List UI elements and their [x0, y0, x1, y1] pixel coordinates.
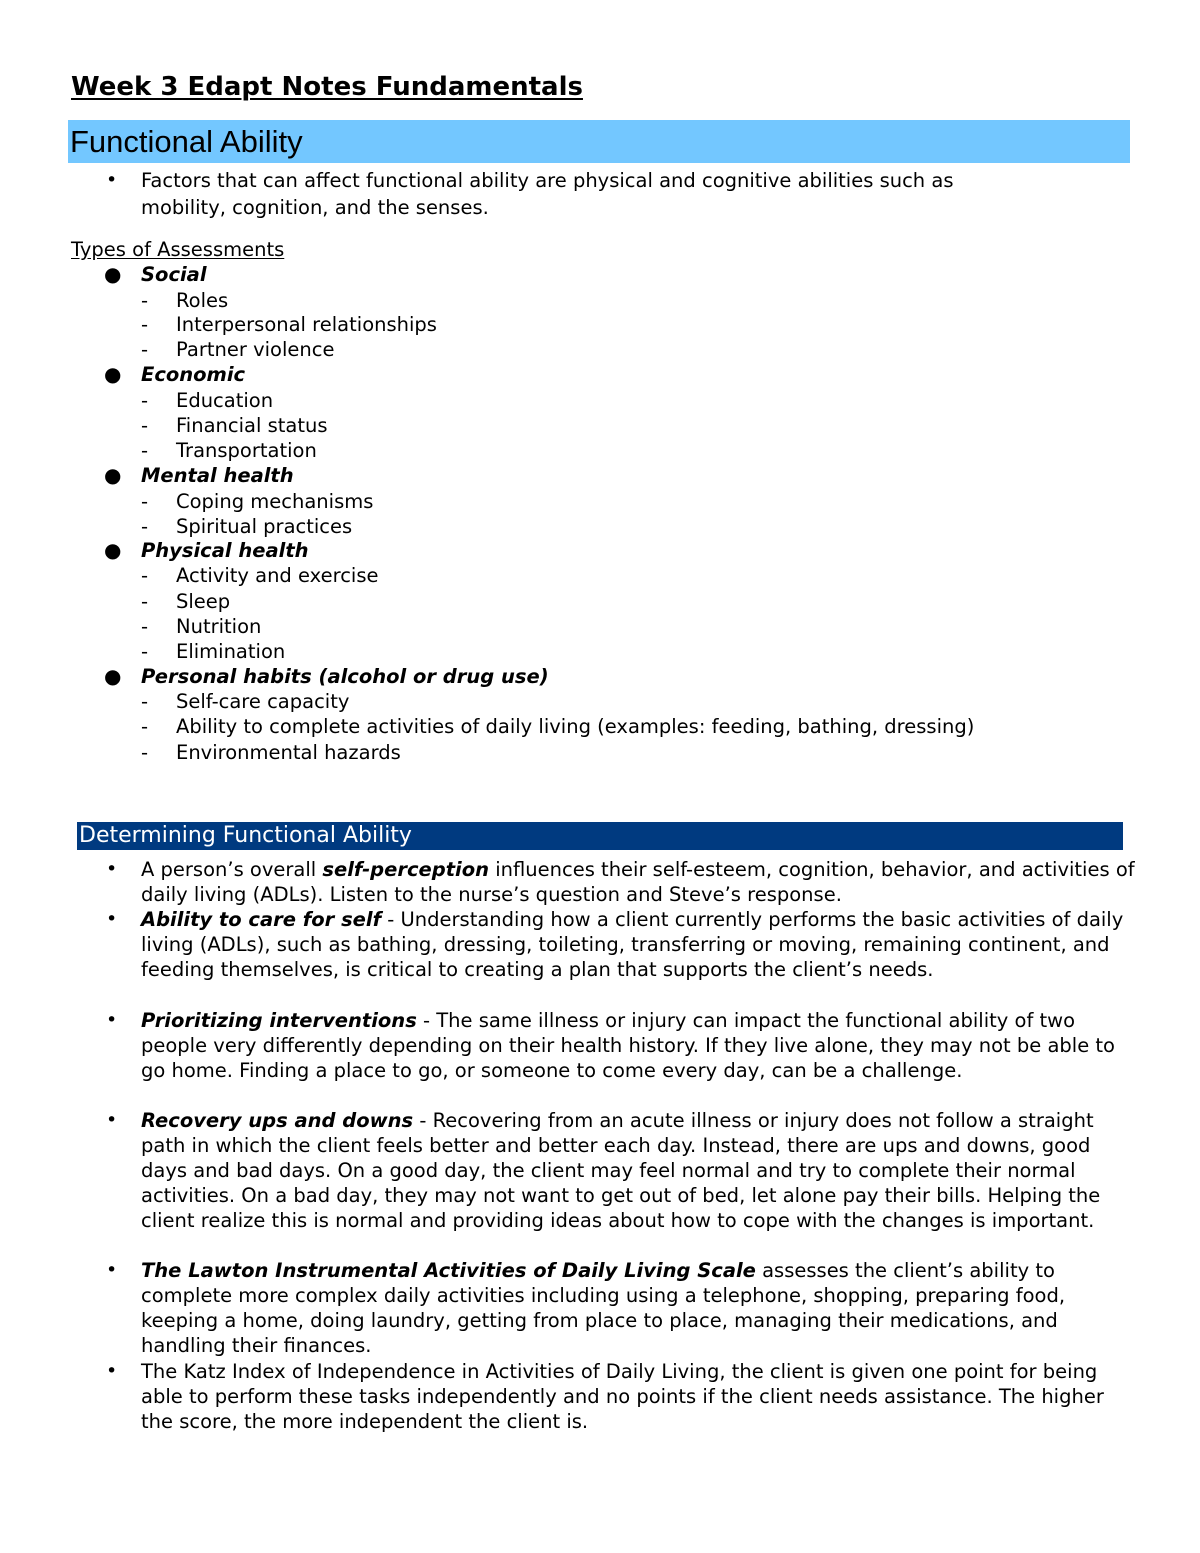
assessment-item: Environmental hazards [176, 741, 401, 764]
bullet-bold-term: self-perception [322, 858, 489, 881]
dash-icon: - [141, 590, 149, 613]
bullet-icon: • [106, 1109, 118, 1131]
dash-icon: - [141, 715, 149, 738]
bullet-body-text: The Katz Index of Independence in Activities of Daily Living, the client is given one point for being able to perform these tasks independently and no points if the client needs assistance. The higher the score, the more independent the client is. [141, 1360, 1104, 1434]
determining-functional-ability-heading: Determining Functional Ability [79, 823, 412, 848]
bullet-icon: • [106, 1259, 118, 1281]
bullet-body-text: - Recovering from an acute illness or injury does not follow a straight path in which the client feels better and better each day. Instead, there are ups and downs, good days and bad days. On a good day, the client may feel normal and try to complete their normal activities. On a bad day, they may not want to get out of bed, let alone pay their bills. Helping the client realize this is normal and providing ideas about how to cope with the changes is important. [141, 1109, 1101, 1233]
bullet-icon: • [106, 908, 118, 930]
dash-icon: - [141, 313, 149, 336]
functional-ability-header-bar [68, 120, 1130, 163]
bullet-icon: ● [104, 538, 122, 562]
intro-text-line: Factors that can affect functional ability are physical and cognitive abilities such as [141, 169, 954, 192]
dash-icon: - [141, 640, 149, 663]
assessment-item: Partner violence [176, 338, 335, 361]
assessment-item: Coping mechanisms [176, 490, 374, 513]
assessment-item: Elimination [176, 640, 286, 663]
bullet-icon: • [106, 169, 118, 191]
bullet-body-text: assesses the client’s ability to complete more complex daily activities including using a telephone, shopping, preparing food, keeping a home, doing laundry, getting from place to place, managing their medications, and handling their finances. [141, 1259, 1066, 1358]
determining-bullet-self-perception [141, 857, 1136, 907]
assessment-item: Ability to complete activities of daily living (examples: feeding, bathing, dressing) [176, 715, 975, 738]
dash-icon: - [141, 338, 149, 361]
bullet-icon: ● [104, 463, 122, 487]
bullet-bold-term: Ability to care for self [141, 908, 382, 931]
assessment-item: Education [176, 389, 274, 412]
assessment-item: Nutrition [176, 615, 262, 638]
determining-bullet-lawton [141, 1258, 1136, 1358]
assessment-item: Roles [176, 289, 229, 312]
assessment-category-physical-health: Physical health [141, 539, 309, 562]
bullet-bold-term: Recovery ups and downs [141, 1109, 414, 1132]
dash-icon: - [141, 414, 149, 437]
dash-icon: - [141, 515, 149, 538]
determining-bullet-ability-to-care [141, 907, 1136, 982]
dash-icon: - [141, 439, 149, 462]
assessment-category-personal-habits: Personal habits (alcohol or drug use) [141, 665, 549, 688]
assessment-item: Transportation [176, 439, 317, 462]
document-title: Week 3 Edapt Notes Fundamentals [71, 72, 583, 102]
bullet-bold-term: The Lawton Instrumental Activities of Daily Living Scale [141, 1259, 756, 1282]
determining-bullet-recovery [141, 1108, 1136, 1233]
bullet-body-text: influences their self-esteem, cognition, behavior, and activities of daily living (ADLs). Listen to the nurse’s question and Steve’s response. [141, 858, 1135, 907]
assessment-item: Spiritual practices [176, 515, 353, 538]
bullet-icon: • [106, 858, 118, 880]
dash-icon: - [141, 690, 149, 713]
bullet-icon: ● [104, 664, 122, 688]
dash-icon: - [141, 389, 149, 412]
bullet-icon: ● [104, 262, 122, 286]
dash-icon: - [141, 615, 149, 638]
determining-bullet-prioritizing [141, 1008, 1136, 1083]
assessment-category-economic: Economic [141, 363, 246, 386]
assessment-item: Self-care capacity [176, 690, 350, 713]
dash-icon: - [141, 490, 149, 513]
assessment-item: Interpersonal relationships [176, 313, 437, 336]
bullet-icon: ● [104, 362, 122, 386]
dash-icon: - [141, 741, 149, 764]
bullet-lead-text: A person’s overall [141, 858, 323, 881]
bullet-icon: • [106, 1009, 118, 1031]
dash-icon: - [141, 564, 149, 587]
functional-ability-heading: Functional Ability [70, 124, 303, 159]
assessment-item: Activity and exercise [176, 564, 379, 587]
dash-icon: - [141, 289, 149, 312]
intro-text-line: mobility, cognition, and the senses. [141, 196, 489, 219]
bullet-body-text: - Understanding how a client currently performs the basic activities of daily living (ADLs), such as bathing, dressing, toileting, transferring or moving, remaining continent, and feeding themselves, is critical to creating a plan that supports the client’s needs. [141, 908, 1124, 982]
assessment-item: Sleep [176, 590, 231, 613]
determining-functional-ability-header-bar [77, 822, 1123, 850]
bullet-body-text: - The same illness or injury can impact the functional ability of two people very differently depending on their health history. If they live alone, they may not be able to go home. Finding a place to go, or someone to come every day, can be a challenge. [141, 1009, 1115, 1083]
bullet-icon: • [106, 1360, 118, 1382]
bullet-bold-term: Prioritizing interventions [141, 1009, 417, 1032]
assessment-item: Financial status [176, 414, 328, 437]
determining-bullet-katz [141, 1359, 1136, 1434]
assessment-category-social: Social [141, 263, 207, 286]
types-of-assessments-label: Types of Assessments [71, 238, 285, 261]
assessment-category-mental-health: Mental health [141, 464, 294, 487]
